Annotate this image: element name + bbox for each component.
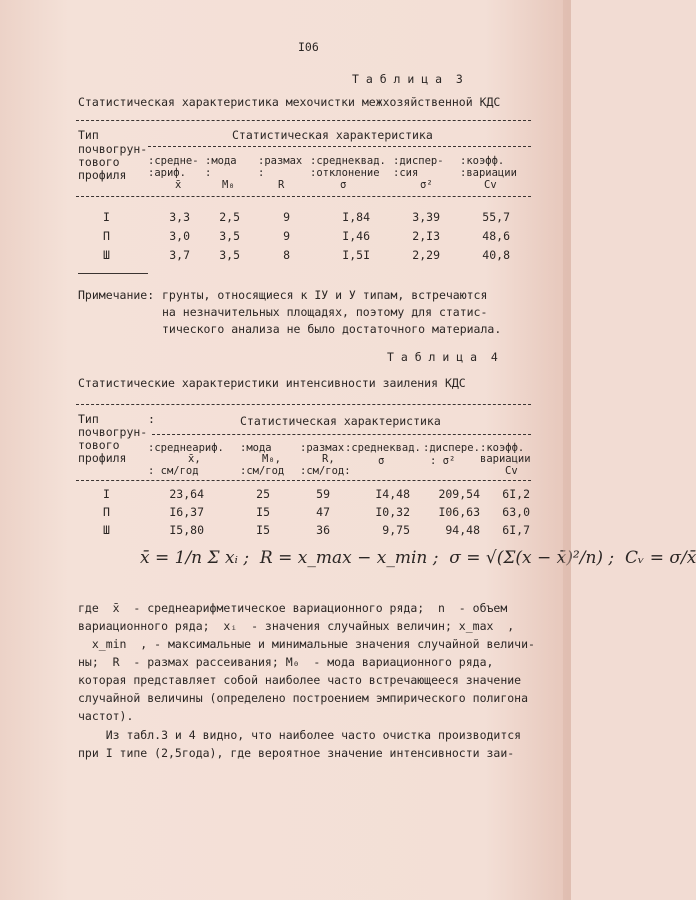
table3-title: Статистическая характеристика мехочистки межхозяйственной КДС: [78, 95, 501, 109]
table3-top-rule: [76, 120, 531, 121]
t3-h-mode-2: :: [205, 167, 212, 179]
table3-type-h4: профиля: [78, 168, 127, 182]
page-edge-shadow: [563, 0, 571, 900]
t3-h-mean-3: x̄: [175, 179, 182, 191]
t3-r2-c1: 3,0: [169, 229, 190, 243]
t3-r2-c3: 9: [283, 229, 290, 243]
t4-h-mean-3: : см/год: [148, 465, 199, 477]
t4-h-sd-1: :среднеквад.: [345, 442, 421, 454]
page-number: I06: [298, 40, 319, 54]
t4-r2-c5: I06,63: [438, 505, 480, 519]
t3-r3-c2: 3,5: [219, 248, 240, 262]
t3-h-cv-3: Cv: [484, 179, 497, 191]
t4-h-cv-3: Cv: [505, 465, 518, 477]
t4-sep-top: :: [148, 412, 155, 426]
table3-group-header: Статистическая характеристика: [232, 128, 433, 142]
t3-r1-c3: 9: [283, 210, 290, 224]
t4-r2-c4: I0,32: [375, 505, 410, 519]
t4-h-mode-1: :мода: [240, 442, 272, 454]
body-line-3: x_min , - максимальные и минимальные значения случайной величи-: [78, 637, 535, 651]
note-line-3: тического анализа не было достаточного материала.: [162, 322, 502, 336]
table4-title: Статистические характеристики интенсивности заиления КДС: [78, 376, 466, 390]
t4-h-var-1: :диспере.: [423, 442, 480, 454]
t4-h-sd-2: σ: [378, 455, 385, 467]
body-line-2: вариационного ряда; xᵢ - значения случайных величин; x_max ,: [78, 619, 515, 633]
table3-label: Т а б л и ц а 3: [352, 72, 463, 86]
t4-h-range-3: :см/год:: [300, 465, 351, 477]
table4-type-h2: почвогрун-: [78, 425, 148, 439]
t3-h-range-2: :: [258, 167, 265, 179]
note-line-1: грунты, относящиеся к IУ и У типам, встречаются: [162, 288, 488, 302]
body-line-6: случайной величины (определено построением эмпирического полигона: [78, 691, 529, 705]
t4-h-range-1: :размах: [300, 442, 345, 454]
t4-r3-c3: 36: [316, 523, 330, 537]
t3-r2-type: П: [103, 229, 110, 243]
table3-type-h2: почвогрун-: [78, 142, 148, 156]
t4-r2-c6: 63,0: [502, 505, 530, 519]
t4-r3-c5: 94,48: [445, 523, 480, 537]
t3-h-var-1: :диспер-: [393, 155, 444, 167]
t4-r3-c1: I5,80: [169, 523, 204, 537]
t3-r3-c3: 8: [283, 248, 290, 262]
table4-label: Т а б л и ц а 4: [387, 350, 498, 364]
table4-top-rule: [76, 404, 531, 405]
body-line-5: которая представляет собой наиболее часто встречающееся значение: [78, 673, 522, 687]
t3-r2-c6: 48,6: [482, 229, 510, 243]
t4-h-range-2: R,: [322, 453, 335, 465]
t4-r3-c4: 9,75: [382, 523, 410, 537]
t4-r1-c2: 25: [256, 487, 270, 501]
t4-r2-type: П: [103, 505, 110, 519]
t4-r1-c5: 209,54: [438, 487, 480, 501]
t4-h-mode-3: :см/год: [240, 465, 285, 477]
t4-h-mode-2: M₀,: [262, 453, 281, 465]
t3-h-cv-1: :коэфф.: [460, 155, 505, 167]
t3-h-sd-1: :среднеквад.: [310, 155, 386, 167]
t4-r1-c6: 6I,2: [502, 487, 530, 501]
t3-h-mode-1: :мода: [205, 155, 237, 167]
t3-r1-type: I: [103, 210, 110, 224]
t4-r3-c6: 6I,7: [502, 523, 530, 537]
t3-h-sd-3: σ: [340, 179, 347, 191]
t4-h-cv-1: :коэфф.: [480, 442, 525, 454]
t4-r2-c1: I6,37: [169, 505, 204, 519]
t3-r3-c6: 40,8: [482, 248, 510, 262]
t3-r1-c5: 3,39: [412, 210, 440, 224]
table3-header-rule: [76, 196, 531, 197]
t3-r3-c5: 2,29: [412, 248, 440, 262]
body-line-9: при I типе (2,5года), где вероятное значение интенсивности заи-: [78, 746, 515, 760]
body-line-7: частот).: [78, 709, 134, 723]
t3-r2-c2: 3,5: [219, 229, 240, 243]
t3-r1-c1: 3,3: [169, 210, 190, 224]
body-line-1: где x̄ - среднеарифметическое вариационного ряда; n - объем: [78, 601, 508, 615]
t3-r1-c2: 2,5: [219, 210, 240, 224]
t4-r1-type: I: [103, 487, 110, 501]
footnote-rule: [78, 273, 148, 274]
t3-h-mean-2: :ариф.: [148, 167, 186, 179]
note-line-2: на незначительных площадях, поэтому для статис-: [162, 305, 488, 319]
t4-h-mean-2: x̄,: [188, 453, 201, 465]
table3-type-h3: тового: [78, 155, 120, 169]
table3-type-h1: Тип: [78, 128, 99, 142]
note-label: Примечание:: [78, 288, 155, 302]
table4-group-rule: [152, 434, 531, 435]
t3-r2-c5: 2,I3: [412, 229, 440, 243]
t3-r3-c1: 3,7: [169, 248, 190, 262]
table4-header-rule: [76, 480, 531, 481]
t3-h-cv-2: :вариации: [460, 167, 517, 179]
t3-r2-c4: I,46: [342, 229, 370, 243]
t3-h-sd-2: :отклонение: [310, 167, 380, 179]
table4-type-h3: тового: [78, 438, 120, 452]
body-line-4: ны; R - размах рассеивания; M₀ - мода вариационного ряда,: [78, 655, 494, 669]
t4-r1-c3: 59: [316, 487, 330, 501]
t3-h-var-2: :сия: [393, 167, 419, 179]
t4-r1-c4: I4,48: [375, 487, 410, 501]
table4-group-header: Статистическая характеристика: [240, 414, 441, 428]
t3-h-var-3: σ²: [420, 179, 433, 191]
t4-r2-c2: I5: [256, 505, 270, 519]
t4-r3-c2: I5: [256, 523, 270, 537]
t4-r3-type: Ш: [103, 523, 110, 537]
t3-r3-type: Ш: [103, 248, 110, 262]
t3-h-mean-1: :средне-: [148, 155, 199, 167]
t3-r1-c4: I,84: [342, 210, 370, 224]
t4-h-var-2: : σ²: [430, 455, 456, 467]
table4-type-h4: профиля: [78, 451, 127, 465]
t3-r1-c6: 55,7: [482, 210, 510, 224]
body-line-8: Из табл.3 и 4 видно, что наиболее часто очистка производится: [78, 728, 522, 742]
formula-line: x̄ = 1/n Σ xᵢ ; R = x_max − x_min ; σ = √(Σ(x − x̄)²/n) ; Cᵥ = σ/x̄: [140, 548, 696, 568]
t3-h-mode-3: M₀: [222, 179, 235, 191]
t4-r1-c1: 23,64: [169, 487, 204, 501]
t4-h-cv-2: вариации: [480, 453, 531, 465]
t3-r3-c4: I,5I: [342, 248, 370, 262]
t3-h-range-3: R: [278, 179, 285, 191]
table3-group-rule: [148, 146, 531, 147]
table4-type-h1: Тип: [78, 412, 99, 426]
t4-r2-c3: 47: [316, 505, 330, 519]
t4-h-mean-1: :среднеариф.: [148, 442, 224, 454]
t3-h-range-1: :размах: [258, 155, 303, 167]
